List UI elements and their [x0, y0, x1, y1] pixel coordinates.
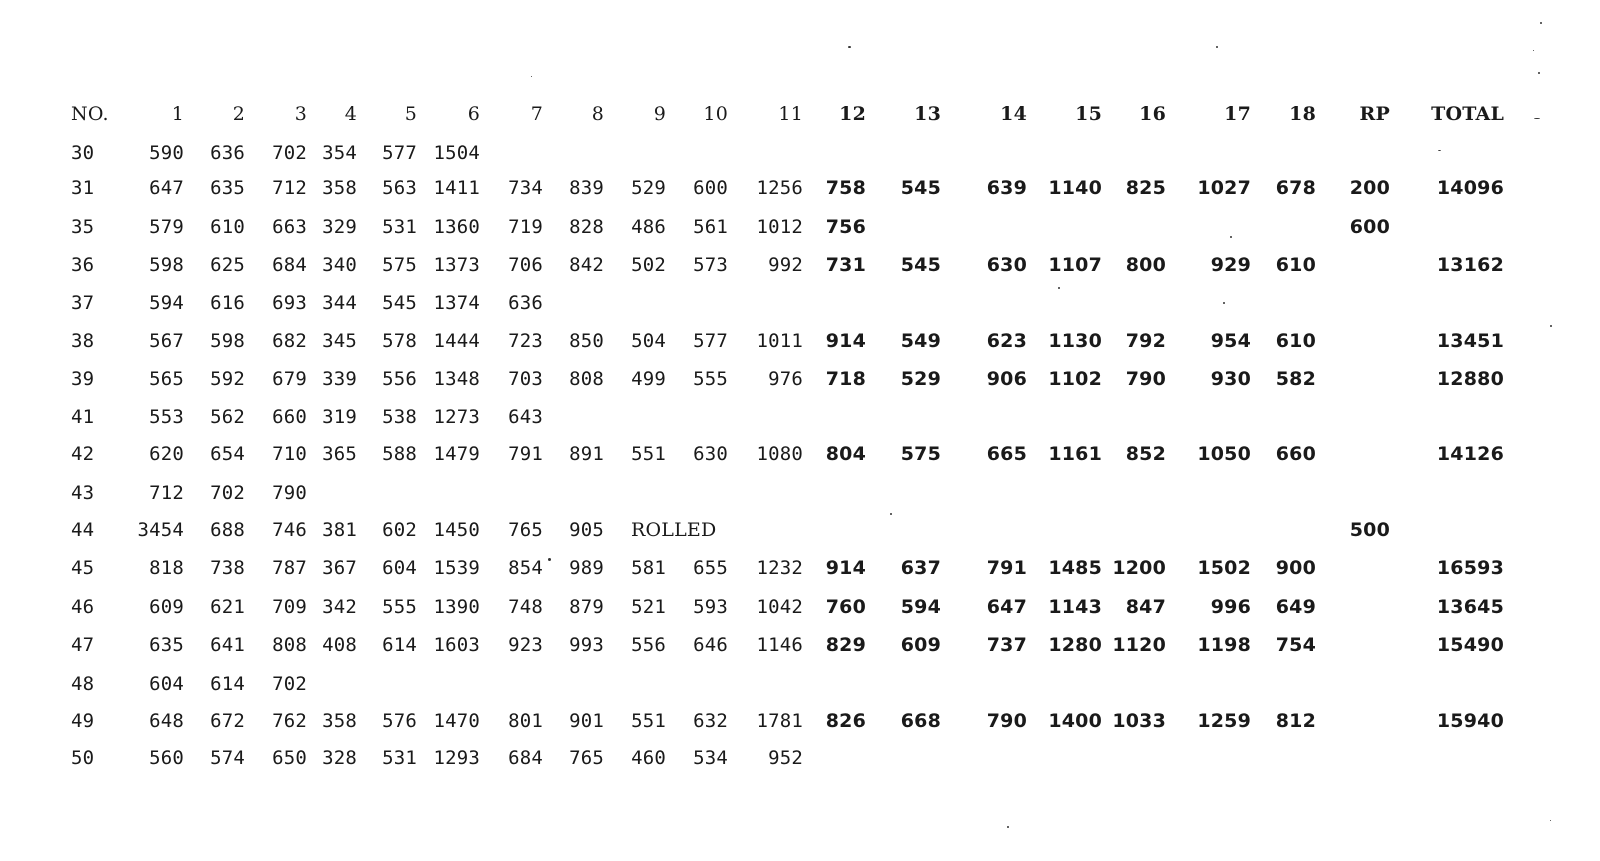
table-cell: 1781	[756, 710, 803, 732]
table-cell: 575	[900, 443, 941, 465]
table-cell: 594	[900, 596, 941, 618]
row-total: 15940	[1436, 710, 1504, 732]
table-cell: 1143	[1048, 596, 1102, 618]
table-cell: 561	[693, 216, 728, 238]
table-cell: 563	[382, 177, 417, 199]
table-cell: 790	[272, 482, 307, 504]
table-cell: 649	[1275, 596, 1316, 618]
table-cell: 604	[382, 557, 417, 579]
table-cell: 660	[1275, 443, 1316, 465]
table-cell: 929	[1210, 254, 1251, 276]
table-cell: 1161	[1048, 443, 1102, 465]
row-total: 16593	[1436, 557, 1504, 579]
table-cell: 590	[149, 142, 184, 164]
row-number: 46	[71, 596, 95, 618]
table-cell: 710	[272, 443, 307, 465]
scan-speck	[548, 558, 551, 561]
table-cell: 854	[508, 557, 543, 579]
table-cell: 952	[768, 747, 803, 769]
table-cell: 1102	[1048, 368, 1102, 390]
table-cell: 930	[1210, 368, 1251, 390]
table-cell: 641	[210, 634, 245, 656]
table-cell: 531	[382, 747, 417, 769]
table-cell: 538	[382, 406, 417, 428]
table-cell: 748	[508, 596, 543, 618]
table-cell: 1539	[433, 557, 480, 579]
table-cell: 637	[900, 557, 941, 579]
row-number: 49	[71, 710, 95, 732]
header-cell: 18	[1289, 103, 1316, 125]
scan-speck	[1534, 118, 1540, 119]
table-cell: 758	[825, 177, 866, 199]
table-cell: 1080	[756, 443, 803, 465]
table-cell: 1256	[756, 177, 803, 199]
table-cell: 588	[382, 443, 417, 465]
table-cell: 630	[986, 254, 1027, 276]
table-cell: 1050	[1197, 443, 1251, 465]
table-cell: 1011	[756, 330, 803, 352]
table-cell: 791	[986, 557, 1027, 579]
table-cell: 791	[508, 443, 543, 465]
table-cell: 560	[149, 747, 184, 769]
table-cell: 756	[825, 216, 866, 238]
table-cell: 1027	[1197, 177, 1251, 199]
table-cell: 577	[382, 142, 417, 164]
header-cell: 3	[294, 103, 307, 125]
scan-speck	[1007, 826, 1009, 828]
table-cell: 891	[569, 443, 604, 465]
row-total: 12880	[1436, 368, 1504, 390]
table-cell: 556	[382, 368, 417, 390]
rolled-note: ROLLED	[631, 519, 717, 541]
table-cell: 545	[382, 292, 417, 314]
table-cell: 1360	[433, 216, 480, 238]
header-cell: 9	[653, 103, 666, 125]
header-cell: 5	[404, 103, 417, 125]
table-cell: 553	[149, 406, 184, 428]
table-cell: 684	[508, 747, 543, 769]
table-cell: 842	[569, 254, 604, 276]
table-cell: 1130	[1048, 330, 1102, 352]
scan-speck	[890, 513, 892, 515]
table-cell: 709	[272, 596, 307, 618]
table-cell: 1374	[433, 292, 480, 314]
header-cell: 10	[703, 103, 728, 125]
table-cell: 577	[693, 330, 728, 352]
row-number: 42	[71, 443, 95, 465]
table-cell: 354	[322, 142, 357, 164]
row-number: 47	[71, 634, 95, 656]
scan-speck	[1540, 22, 1542, 24]
table-cell: 1293	[433, 747, 480, 769]
table-cell: 329	[322, 216, 357, 238]
table-cell: 1232	[756, 557, 803, 579]
table-cell: 1373	[433, 254, 480, 276]
table-cell: 610	[1275, 330, 1316, 352]
table-cell: 672	[210, 710, 245, 732]
row-number: 37	[71, 292, 95, 314]
table-cell: 906	[986, 368, 1027, 390]
table-cell: 499	[631, 368, 666, 390]
table-cell: 609	[149, 596, 184, 618]
table-cell: 620	[149, 443, 184, 465]
scan-speck	[1533, 50, 1534, 51]
table-cell: 358	[322, 710, 357, 732]
header-cell: 11	[778, 103, 803, 125]
scan-speck	[1230, 236, 1232, 238]
table-cell: 665	[986, 443, 1027, 465]
row-number: 30	[71, 142, 95, 164]
row-number: 43	[71, 482, 95, 504]
row-number: 39	[71, 368, 95, 390]
table-cell: 549	[900, 330, 941, 352]
table-cell: 762	[272, 710, 307, 732]
table-cell: 636	[210, 142, 245, 164]
table-cell: 486	[631, 216, 666, 238]
table-cell: 1470	[433, 710, 480, 732]
table-cell: 905	[569, 519, 604, 541]
table-cell: 737	[986, 634, 1027, 656]
header-total: TOTAL	[1431, 103, 1504, 125]
table-cell: 600	[1349, 216, 1390, 238]
table-cell: 610	[210, 216, 245, 238]
row-total: 13451	[1436, 330, 1504, 352]
table-cell: 562	[210, 406, 245, 428]
table-cell: 573	[693, 254, 728, 276]
table-cell: 648	[149, 710, 184, 732]
table-cell: 850	[569, 330, 604, 352]
table-cell: 616	[210, 292, 245, 314]
table-cell: 582	[1275, 368, 1316, 390]
table-cell: 621	[210, 596, 245, 618]
table-cell: 632	[693, 710, 728, 732]
table-cell: 598	[149, 254, 184, 276]
table-cell: 765	[508, 519, 543, 541]
table-cell: 818	[149, 557, 184, 579]
table-cell: 765	[569, 747, 604, 769]
table-cell: 610	[1275, 254, 1316, 276]
table-cell: 712	[272, 177, 307, 199]
table-cell: 1603	[433, 634, 480, 656]
table-cell: 650	[272, 747, 307, 769]
scan-speck	[1216, 46, 1218, 48]
table-cell: 602	[382, 519, 417, 541]
table-cell: 339	[322, 368, 357, 390]
table-cell: 808	[272, 634, 307, 656]
scan-speck	[1550, 325, 1552, 327]
table-cell: 531	[382, 216, 417, 238]
table-cell: 655	[693, 557, 728, 579]
table-cell: 575	[382, 254, 417, 276]
table-cell: 3454	[137, 519, 184, 541]
header-cell: 12	[839, 103, 866, 125]
table-cell: 792	[1125, 330, 1166, 352]
table-cell: 636	[508, 292, 543, 314]
table-cell: 625	[210, 254, 245, 276]
table-cell: 993	[569, 634, 604, 656]
table-cell: 682	[272, 330, 307, 352]
row-number: 50	[71, 747, 95, 769]
header-cell: 14	[1000, 103, 1027, 125]
table-cell: 545	[900, 254, 941, 276]
header-cell: 2	[232, 103, 245, 125]
table-cell: 734	[508, 177, 543, 199]
row-total: 15490	[1436, 634, 1504, 656]
table-cell: 555	[382, 596, 417, 618]
table-cell: 614	[210, 673, 245, 695]
table-cell: 1200	[1112, 557, 1166, 579]
table-cell: 828	[569, 216, 604, 238]
row-total: 14126	[1436, 443, 1504, 465]
table-cell: 1146	[756, 634, 803, 656]
table-cell: 684	[272, 254, 307, 276]
header-cell: 8	[591, 103, 604, 125]
table-cell: 319	[322, 406, 357, 428]
header-cell: 15	[1075, 103, 1102, 125]
table-cell: 839	[569, 177, 604, 199]
table-cell: 923	[508, 634, 543, 656]
table-cell: 593	[693, 596, 728, 618]
table-cell: 801	[508, 710, 543, 732]
table-cell: 643	[508, 406, 543, 428]
table-cell: 358	[322, 177, 357, 199]
table-cell: 746	[272, 519, 307, 541]
table-cell: 408	[322, 634, 357, 656]
table-cell: 367	[322, 557, 357, 579]
row-total: 13645	[1436, 596, 1504, 618]
table-cell: 1411	[433, 177, 480, 199]
table-cell: 660	[272, 406, 307, 428]
table-cell: 600	[693, 177, 728, 199]
table-cell: 718	[825, 368, 866, 390]
table-cell: 829	[825, 634, 866, 656]
table-cell: 693	[272, 292, 307, 314]
table-cell: 1485	[1048, 557, 1102, 579]
table-cell: 754	[1275, 634, 1316, 656]
table-cell: 328	[322, 747, 357, 769]
table-cell: 901	[569, 710, 604, 732]
row-number: 41	[71, 406, 95, 428]
table-cell: 529	[900, 368, 941, 390]
table-cell: 604	[149, 673, 184, 695]
table-cell: 852	[1125, 443, 1166, 465]
scan-speck	[848, 46, 851, 48]
row-number: 45	[71, 557, 95, 579]
table-cell: 545	[900, 177, 941, 199]
table-cell: 1273	[433, 406, 480, 428]
table-cell: 1390	[433, 596, 480, 618]
table-cell: 702	[210, 482, 245, 504]
table-cell: 1198	[1197, 634, 1251, 656]
header-cell: 6	[467, 103, 480, 125]
table-cell: 1012	[756, 216, 803, 238]
table-cell: 609	[900, 634, 941, 656]
table-cell: 647	[149, 177, 184, 199]
table-cell: 954	[1210, 330, 1251, 352]
table-cell: 738	[210, 557, 245, 579]
scan-speck	[1223, 302, 1225, 304]
table-cell: 847	[1125, 596, 1166, 618]
table-cell: 731	[825, 254, 866, 276]
table-cell: 679	[272, 368, 307, 390]
table-cell: 1033	[1112, 710, 1166, 732]
row-total: 13162	[1436, 254, 1504, 276]
table-cell: 706	[508, 254, 543, 276]
row-number: 31	[71, 177, 95, 199]
scan-speck	[1438, 150, 1441, 151]
table-cell: 787	[272, 557, 307, 579]
table-cell: 565	[149, 368, 184, 390]
table-cell: 555	[693, 368, 728, 390]
table-cell: 790	[1125, 368, 1166, 390]
table-cell: 1450	[433, 519, 480, 541]
table-cell: 1479	[433, 443, 480, 465]
table-cell: 702	[272, 673, 307, 695]
header-cell: 13	[914, 103, 941, 125]
scan-speck	[1538, 72, 1540, 74]
table-cell: 460	[631, 747, 666, 769]
table-cell: 521	[631, 596, 666, 618]
table-cell: 663	[272, 216, 307, 238]
table-cell: 1107	[1048, 254, 1102, 276]
row-number: 35	[71, 216, 95, 238]
row-total: 14096	[1436, 177, 1504, 199]
table-cell: 623	[986, 330, 1027, 352]
table-cell: 719	[508, 216, 543, 238]
table-cell: 342	[322, 596, 357, 618]
header-no: NO.	[71, 103, 109, 125]
table-cell: 688	[210, 519, 245, 541]
table-cell: 879	[569, 596, 604, 618]
table-cell: 647	[986, 596, 1027, 618]
table-cell: 592	[210, 368, 245, 390]
table-cell: 646	[693, 634, 728, 656]
table-cell: 808	[569, 368, 604, 390]
table-cell: 914	[825, 330, 866, 352]
table-cell: 635	[210, 177, 245, 199]
table-cell: 529	[631, 177, 666, 199]
table-cell: 989	[569, 557, 604, 579]
table-cell: 502	[631, 254, 666, 276]
table-cell: 345	[322, 330, 357, 352]
table-cell: 723	[508, 330, 543, 352]
table-cell: 574	[210, 747, 245, 769]
table-cell: 381	[322, 519, 357, 541]
header-rp: RP	[1359, 103, 1390, 125]
table-cell: 812	[1275, 710, 1316, 732]
table-cell: 365	[322, 443, 357, 465]
table-cell: 578	[382, 330, 417, 352]
header-cell: 17	[1224, 103, 1251, 125]
table-cell: 996	[1210, 596, 1251, 618]
table-cell: 504	[631, 330, 666, 352]
table-cell: 581	[631, 557, 666, 579]
table-cell: 914	[825, 557, 866, 579]
row-number: 44	[71, 519, 95, 541]
table-cell: 702	[272, 142, 307, 164]
table-cell: 556	[631, 634, 666, 656]
table-cell: 340	[322, 254, 357, 276]
header-cell: 7	[530, 103, 543, 125]
table-cell: 1400	[1048, 710, 1102, 732]
row-number: 38	[71, 330, 95, 352]
table-cell: 760	[825, 596, 866, 618]
table-cell: 567	[149, 330, 184, 352]
table-cell: 825	[1125, 177, 1166, 199]
table-cell: 712	[149, 482, 184, 504]
table-cell: 635	[149, 634, 184, 656]
table-cell: 900	[1275, 557, 1316, 579]
table-cell: 1444	[433, 330, 480, 352]
table-cell: 551	[631, 443, 666, 465]
header-cell: 1	[171, 103, 184, 125]
table-cell: 500	[1349, 519, 1390, 541]
table-cell: 576	[382, 710, 417, 732]
table-cell: 1348	[433, 368, 480, 390]
table-cell: 1280	[1048, 634, 1102, 656]
table-cell: 534	[693, 747, 728, 769]
table-cell: 1042	[756, 596, 803, 618]
table-cell: 200	[1349, 177, 1390, 199]
table-cell: 639	[986, 177, 1027, 199]
row-number: 36	[71, 254, 95, 276]
table-cell: 703	[508, 368, 543, 390]
table-cell: 1140	[1048, 177, 1102, 199]
scan-speck	[1550, 820, 1551, 821]
table-cell: 992	[768, 254, 803, 276]
table-cell: 598	[210, 330, 245, 352]
table-cell: 551	[631, 710, 666, 732]
table-cell: 1259	[1197, 710, 1251, 732]
table-cell: 1504	[433, 142, 480, 164]
row-number: 48	[71, 673, 95, 695]
table-cell: 614	[382, 634, 417, 656]
scan-speck	[1058, 287, 1060, 289]
table-cell: 976	[768, 368, 803, 390]
table-cell: 1120	[1112, 634, 1166, 656]
scan-speck	[531, 76, 532, 77]
table-cell: 678	[1275, 177, 1316, 199]
header-cell: 16	[1139, 103, 1166, 125]
table-cell: 800	[1125, 254, 1166, 276]
table-cell: 826	[825, 710, 866, 732]
table-cell: 804	[825, 443, 866, 465]
table-cell: 594	[149, 292, 184, 314]
table-cell: 790	[986, 710, 1027, 732]
table-cell: 668	[900, 710, 941, 732]
table-cell: 630	[693, 443, 728, 465]
table-cell: 654	[210, 443, 245, 465]
table-cell: 344	[322, 292, 357, 314]
header-cell: 4	[344, 103, 357, 125]
table-cell: 579	[149, 216, 184, 238]
table-cell: 1502	[1197, 557, 1251, 579]
